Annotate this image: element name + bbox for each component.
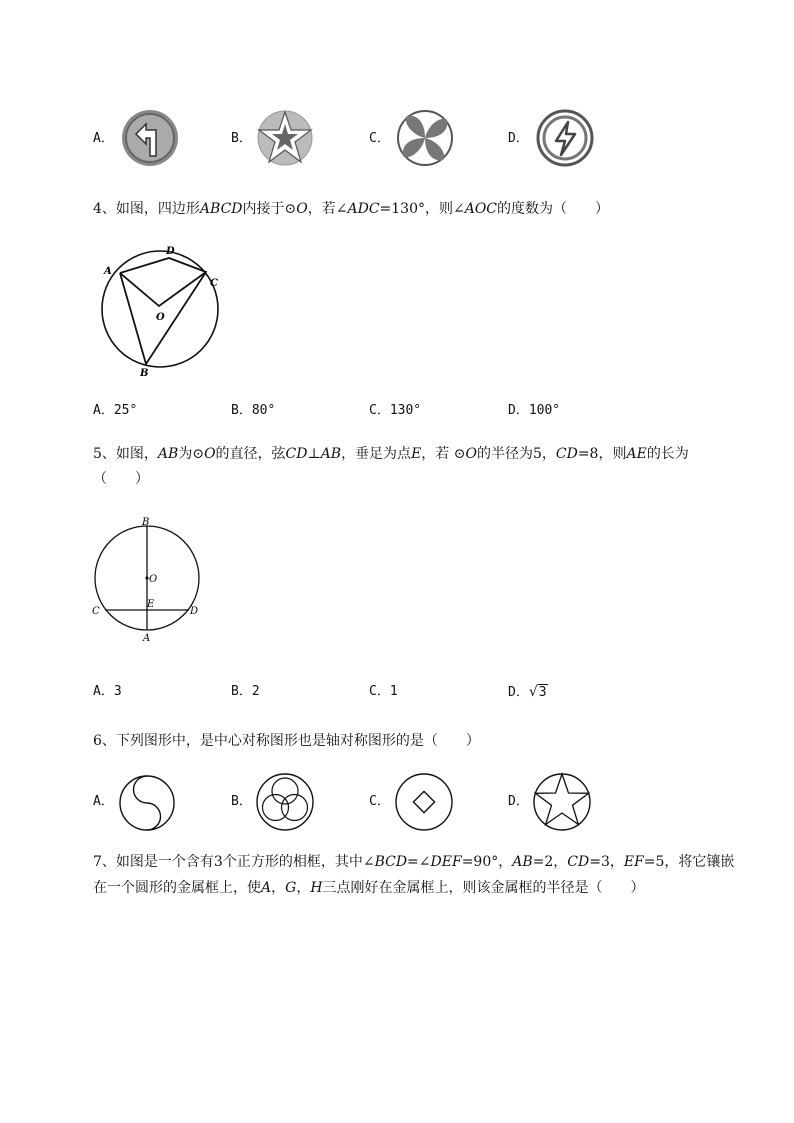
q7-text-2e: ，: [296, 880, 311, 896]
q5-var-3: CD⊥AB: [285, 446, 342, 462]
q4-option-d-letter: D．: [508, 403, 529, 418]
q4-option-c[interactable]: [369, 401, 421, 421]
q5-option-d-text: 3: [538, 685, 547, 700]
q4-figure: [96, 240, 232, 378]
q3-option-b-letter: B．: [231, 131, 252, 146]
q5-var-4: E: [411, 446, 422, 462]
q7-var-1j: EF: [623, 854, 644, 870]
q4-label-o: O: [156, 312, 165, 323]
q5-text-6: 的半径为5，: [476, 446, 556, 462]
q4-option-b-text: 80°: [251, 403, 276, 418]
q7-var-2d: G: [285, 880, 297, 896]
q7-var-1b: BCD: [374, 854, 408, 870]
q3-option-c-letter: C．: [369, 131, 390, 146]
q4-option-c-letter: C．: [369, 403, 390, 418]
trefoil-arcs-icon[interactable]: [255, 772, 315, 832]
q5-option-c-letter: C．: [369, 684, 390, 699]
q5-text-2: 为⊙: [178, 446, 205, 462]
q7-var-1f: AB: [512, 854, 533, 870]
q5-var-5: O: [465, 446, 477, 462]
q6-stem: [93, 731, 480, 751]
q4-var-1: ABCD: [199, 201, 243, 217]
q6-option-c-letter: C．: [369, 794, 390, 809]
q7-text-1e: =90°，: [461, 854, 513, 870]
star-in-circle-outline-icon[interactable]: [532, 772, 592, 832]
q5-text-1: 如图，: [115, 446, 158, 462]
q5-label-c: C: [92, 606, 100, 617]
q5-text-4: ，垂足为点: [341, 446, 412, 462]
q3-option-a-letter: A．: [93, 131, 114, 146]
q6-text: 下列图形中，是中心对称图形也是轴对称图形的是（ ）: [115, 733, 480, 749]
q5-option-b[interactable]: [231, 682, 260, 702]
q7-var-1h: CD: [567, 854, 590, 870]
q5-option-c-text: 1: [389, 684, 398, 699]
q7-text-2a: 在一个圆形的金属框上，使: [93, 880, 261, 896]
q5-var-6: CD: [555, 446, 578, 462]
q5-option-d[interactable]: [508, 682, 548, 703]
q5-text-5: ，若 ⊙: [421, 446, 466, 462]
q4-label-a: A: [104, 266, 112, 277]
q5-var-2: O: [204, 446, 216, 462]
lightning-bolt-icon[interactable]: [534, 108, 596, 168]
q5-figure: [86, 514, 208, 646]
sqrt-symbol: √: [528, 684, 538, 700]
q4-option-b[interactable]: [231, 401, 275, 421]
q7-text-2g: 三点刚好在金属框上，则该金属框的半径是（ ）: [322, 880, 645, 896]
q4-var-4: AOC: [464, 201, 498, 217]
q7-number: 7、: [93, 854, 116, 870]
q5-var-7: AE: [626, 446, 647, 462]
q4-text-1: 如图，四边形: [115, 201, 200, 217]
q5-label-b: B: [142, 517, 150, 528]
q5-option-a-letter: A．: [93, 684, 114, 699]
q7-stem-line-2: [93, 878, 645, 898]
q4-option-a[interactable]: [93, 401, 137, 421]
q4-var-3: ADC: [347, 201, 380, 217]
q7-text-1g: =2，: [532, 854, 568, 870]
q5-text-7: =8，则: [577, 446, 627, 462]
turn-left-sign-icon[interactable]: [118, 108, 182, 168]
q5-label-e: E: [147, 599, 155, 610]
q6-number: 6、: [93, 733, 116, 749]
q5-option-a-text: 3: [113, 684, 122, 699]
q4-radii: [120, 272, 206, 306]
q7-stem-line-1: [93, 852, 734, 872]
q4-stem: [93, 199, 609, 219]
q6-option-a-letter: A．: [93, 794, 114, 809]
q4-option-a-text: 25°: [113, 403, 138, 418]
q4-circle: [102, 251, 218, 367]
q7-text-1k: =5，将它镶嵌: [643, 854, 735, 870]
q7-var-2f: H: [310, 880, 323, 896]
q5-var-1: AB: [157, 446, 179, 462]
q5-option-a[interactable]: [93, 682, 122, 702]
q4-option-d[interactable]: [508, 401, 560, 421]
q4-text-5: 的度数为（ ）: [497, 201, 610, 217]
q4-var-2: O: [296, 201, 308, 217]
q7-text-1a: 如图是一个含有3个正方形的相框，其中∠: [115, 854, 375, 870]
q4-text-4: =130°，则∠: [379, 201, 465, 217]
q5-text-3: 的直径，弦: [215, 446, 286, 462]
q4-label-c: C: [210, 278, 218, 289]
q5-label-o: O: [149, 574, 158, 585]
q4-label-d: D: [166, 246, 175, 257]
q5-number: 5、: [93, 446, 116, 462]
q7-var-2b: A: [261, 880, 272, 896]
q7-text-1i: =3，: [589, 854, 624, 870]
star-in-circle-icon[interactable]: [255, 108, 315, 168]
square-in-circle-icon[interactable]: [394, 772, 454, 832]
q4-number: 4、: [93, 201, 116, 217]
q4-text-3: ，若∠: [307, 201, 348, 217]
q5-stem-line-1: [93, 444, 689, 464]
q5-option-b-text: 2: [251, 684, 260, 699]
q3-option-d-letter: D．: [508, 131, 529, 146]
q5-option-b-letter: B．: [231, 684, 252, 699]
q6-option-d-letter: D．: [508, 794, 529, 809]
q7-text-1c: =∠: [407, 854, 431, 870]
four-petal-flower-icon[interactable]: [395, 108, 455, 168]
q4-option-b-letter: B．: [231, 403, 252, 418]
yin-yang-icon[interactable]: [117, 774, 177, 832]
q4-option-a-letter: A．: [93, 403, 114, 418]
q7-var-1d: DEF: [430, 854, 462, 870]
q6-option-b-letter: B．: [231, 794, 252, 809]
q4-text-2: 内接于⊙: [242, 201, 297, 217]
q4-quadrilateral: [120, 258, 206, 364]
q5-stem-line-2: （ ）: [93, 471, 149, 487]
q5-option-c[interactable]: [369, 682, 398, 702]
q7-text-2c: ，: [271, 880, 286, 896]
q4-option-c-text: 130°: [389, 403, 422, 418]
q4-label-b: B: [140, 368, 149, 378]
q4-option-d-text: 100°: [528, 403, 561, 418]
q5-label-a: A: [143, 633, 151, 644]
q5-option-d-letter: D．: [508, 685, 529, 700]
q5-text-8: 的长为: [646, 446, 689, 462]
q5-label-d: D: [190, 606, 199, 617]
